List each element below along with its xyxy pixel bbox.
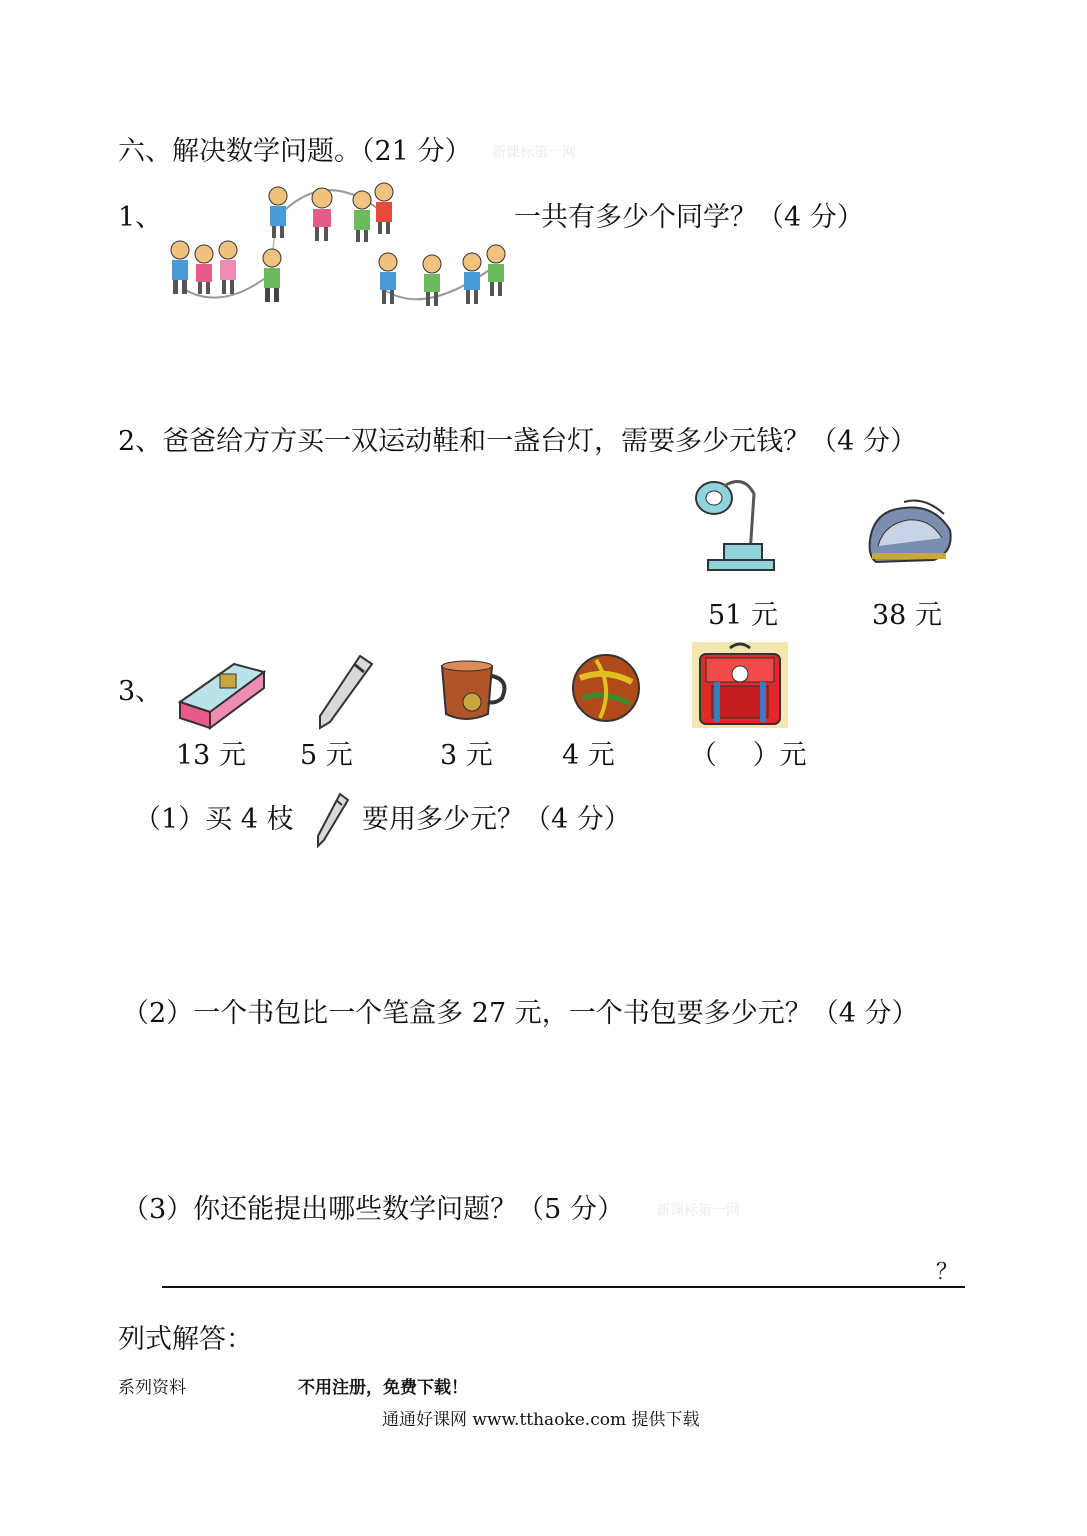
lamp-price: 51 元 xyxy=(708,600,778,631)
shoe-price: 38 元 xyxy=(872,600,942,631)
pen-icon xyxy=(310,652,380,732)
subquestion-3-text: （3）你还能提出哪些数学问题？（5 分） xyxy=(122,1194,624,1225)
ball-price: 4 元 xyxy=(562,740,615,771)
pen-icon-small xyxy=(314,792,350,848)
pencil-box-price: 13 元 xyxy=(176,740,246,771)
cup-price: 3 元 xyxy=(440,740,493,771)
jump-rope-children-illustration xyxy=(162,178,512,318)
question-1-number: 1、 xyxy=(118,202,163,233)
sneakers-icon xyxy=(864,490,956,574)
footer-free-download: 不用注册，免费下载！ xyxy=(298,1378,468,1398)
subquestion-2-text: （2）一个书包比一个笔盒多 27 元，一个书包要多少元？（4 分） xyxy=(122,998,919,1029)
watermark: 新课标第一网 xyxy=(656,1203,740,1219)
ball-icon xyxy=(570,652,642,724)
section-title: 六、解决数学问题。（21 分） xyxy=(118,136,472,167)
question-2-text: 2、爸爸给方方买一双运动鞋和一盏台灯，需要多少元钱？（4 分） xyxy=(118,426,917,457)
desk-lamp-icon xyxy=(694,474,778,574)
answer-line-question-mark: ？ xyxy=(936,1260,959,1285)
footer-series-label: 系列资料 xyxy=(118,1378,186,1398)
cup-icon xyxy=(436,656,514,726)
subquestion-1-text: 要用多少元？（4 分） xyxy=(362,804,631,835)
answer-line xyxy=(162,1286,965,1288)
answer-label: 列式解答： xyxy=(118,1324,253,1355)
footer-site-credit: 通通好课网 www.tthaoke.com 提供下载 xyxy=(382,1410,700,1430)
question-3-number: 3、 xyxy=(118,676,163,707)
bag-price-blank: （ ）元 xyxy=(690,740,807,771)
pencil-box-icon xyxy=(176,656,268,732)
school-bag-icon xyxy=(692,642,788,728)
question-1-text: 一共有多少个同学？（4 分） xyxy=(514,202,864,233)
pen-price: 5 元 xyxy=(300,740,353,771)
subquestion-1-prefix: （1）买 4 枝 xyxy=(134,804,294,835)
watermark: 新课标第一网 xyxy=(492,145,576,161)
